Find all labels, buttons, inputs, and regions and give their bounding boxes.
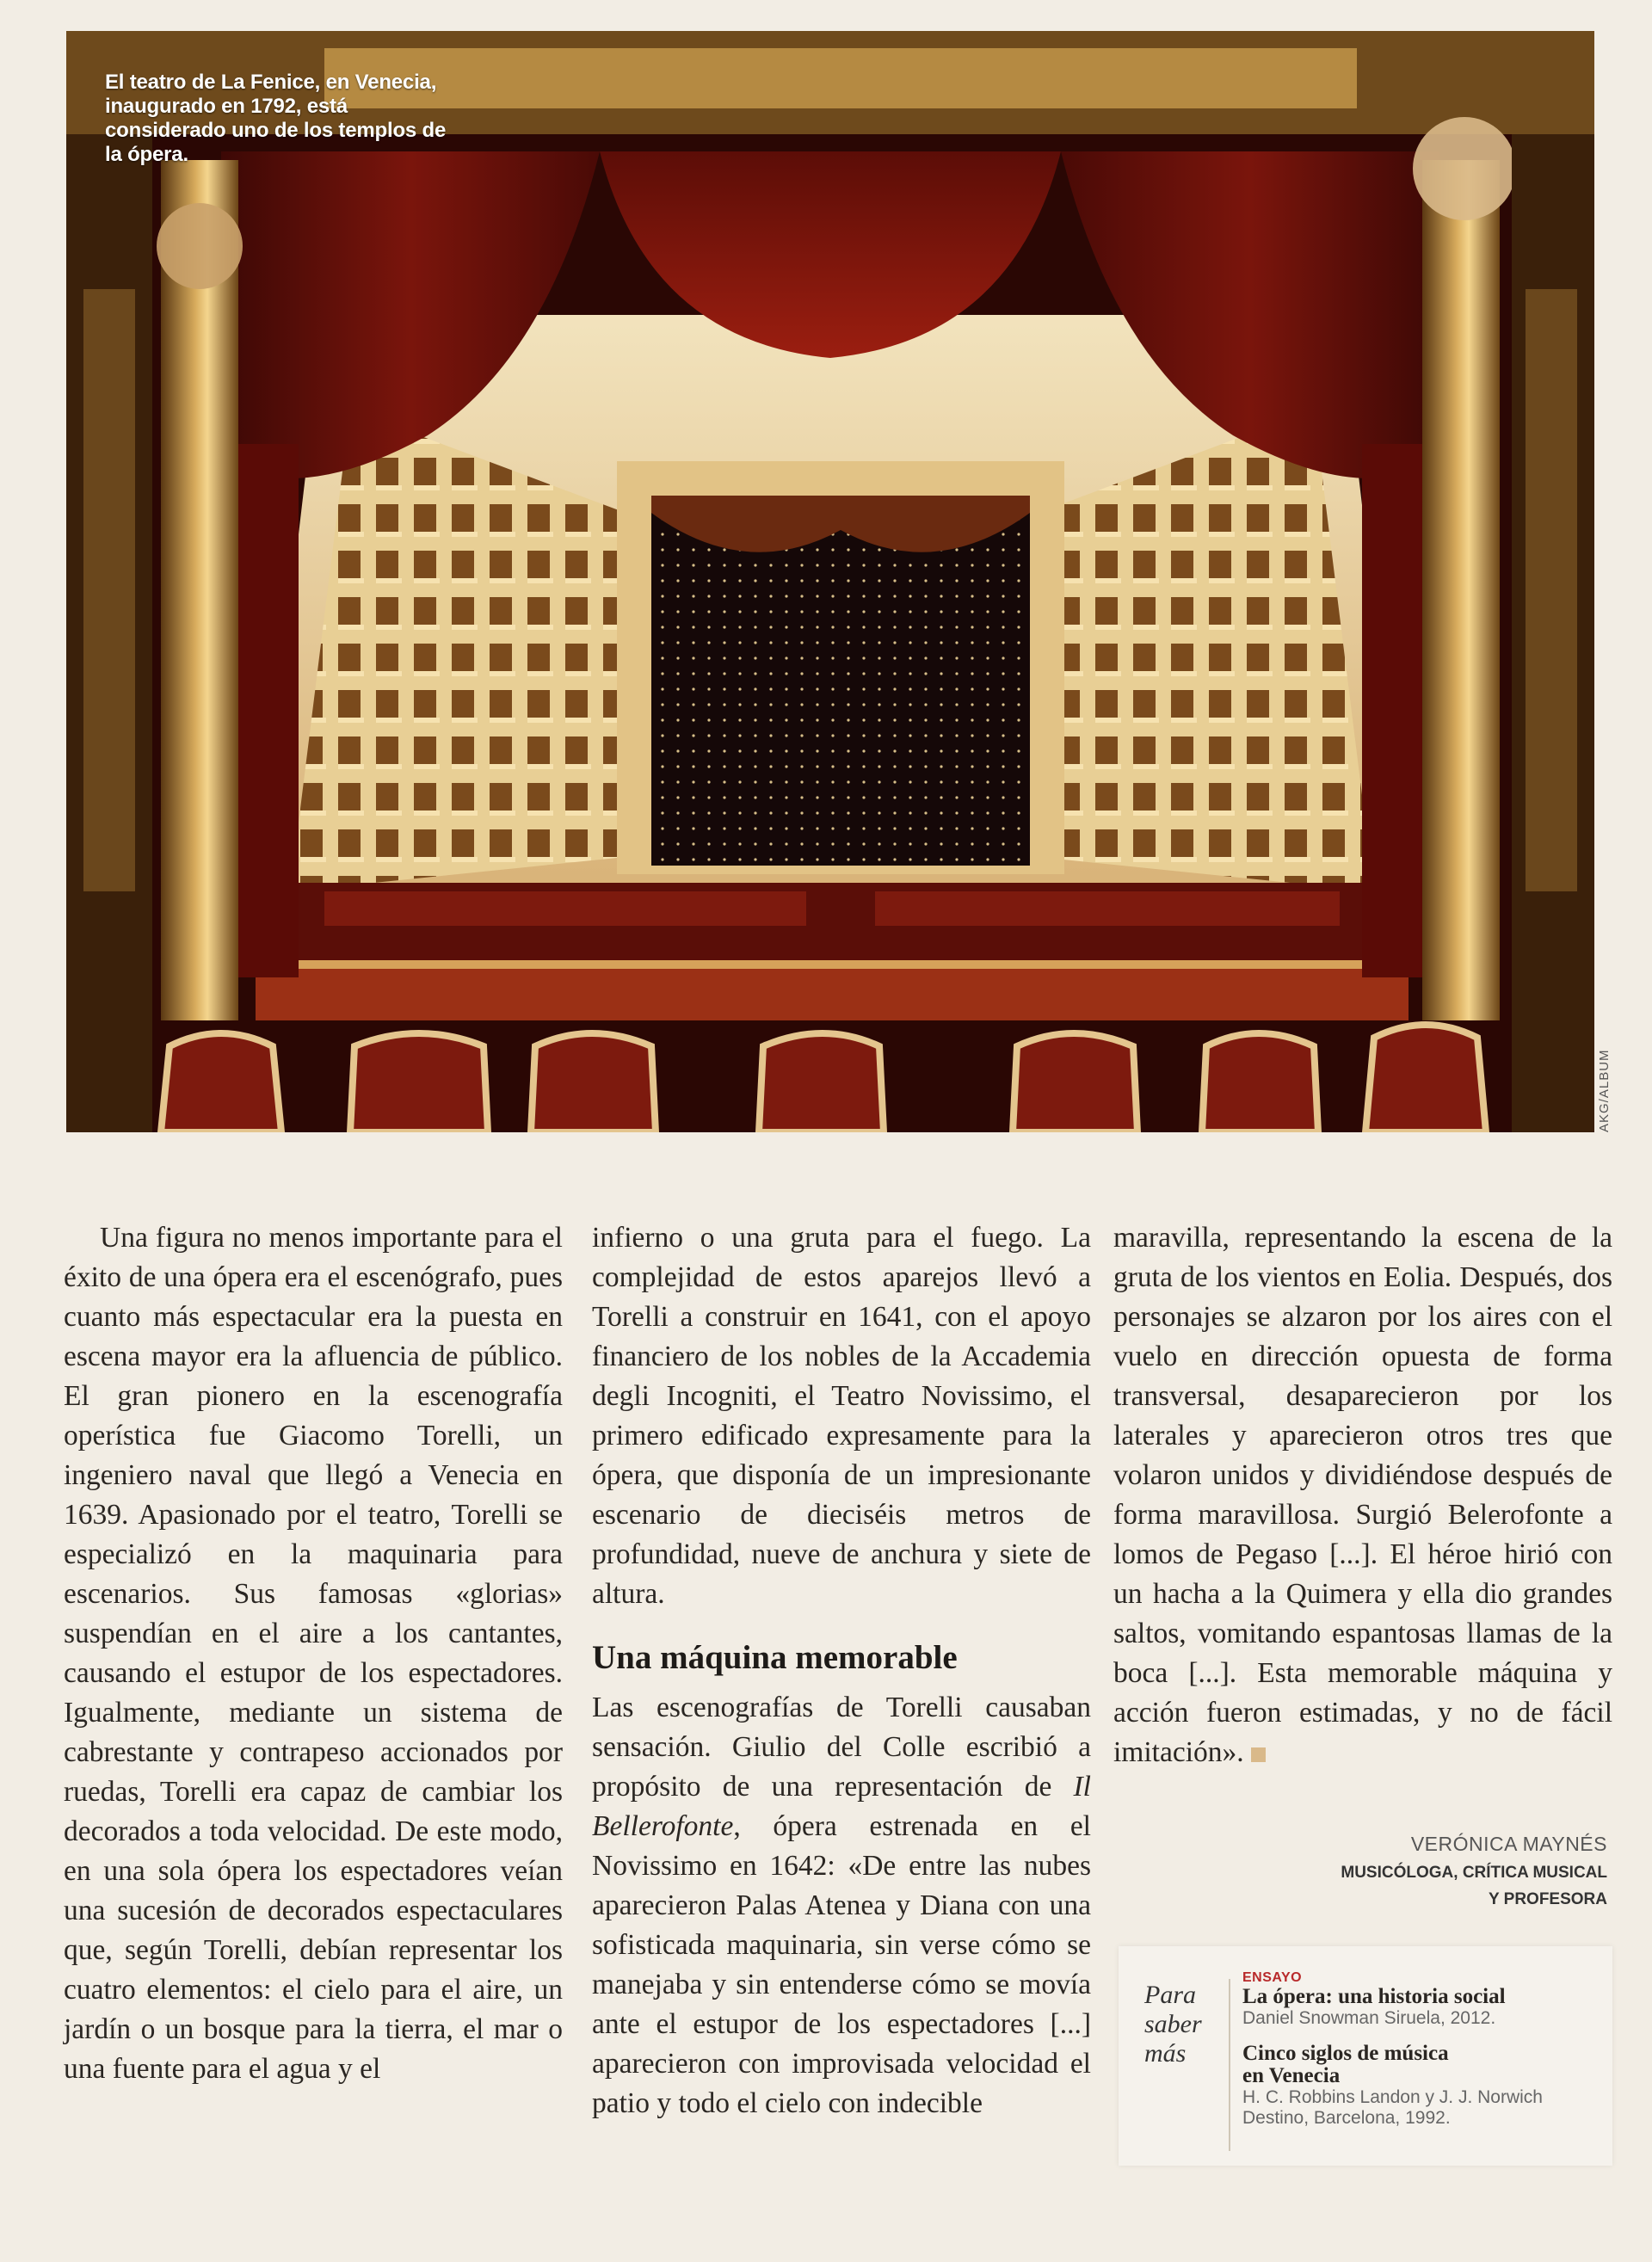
book-title: Cinco siglos de música: [1242, 2042, 1449, 2065]
book-title-continued: en Venecia: [1242, 2064, 1341, 2087]
theater-photo: [66, 31, 1594, 1132]
article-paragraph-2: infierno o una gruta para el fuego. La complejidad de estos aparejos llevó a Torelli a construir en 1641, con el apoyo financiero de los nobles de la Accademia degli Incogniti, el Teatro Novissimo, el primero edificado expresamente para la ópera, que disponía de un impresionante escenario de dieciséis metros de profundidad, nueve de anchura y siete de altura.: [592, 1222, 1091, 1610]
author-role-line-1: MUSICÓLOGA, CRÍTICA MUSICAL: [1341, 1864, 1607, 1882]
book-authors: H. C. Robbins Landon y J. J. Norwich: [1242, 2087, 1543, 2107]
reading-category: ENSAYO: [1242, 1970, 1303, 1985]
article-column-2: [592, 1218, 1091, 2123]
further-reading-label-line-1: Para: [1144, 1981, 1196, 2009]
paragraph-3-text-a: Las escenografías de Torelli causaban sensación. Giulio del Colle escribió a propósito de una representación de: [592, 1692, 1091, 1803]
article-paragraph-3: [592, 1688, 1091, 2123]
end-mark-icon: [1251, 1747, 1266, 1762]
book-author-publisher: Daniel Snowman Siruela, 2012.: [1242, 2008, 1496, 2028]
paragraph-3-text-b: , ópera estrenada en el Novissimo en 1642: «De entre las nubes aparecieron Palas Atenea y Diana con una sofisticada maquinaria, sin verse cómo se manejaba y sin entenderse cómo se movía ante el estupor de los espectadores [...] aparecieron con improvisada velocidad el patio y todo el cielo con indecible: [592, 1810, 1091, 2119]
photo-caption: El teatro de La Fenice, en Venecia, inaugurado en 1792, está considerado uno de los templos de la ópera.: [105, 71, 447, 166]
further-reading-label: [1144, 1981, 1222, 2068]
author-name: VERÓNICA MAYNÉS: [1410, 1833, 1607, 1855]
article-paragraph-1: Una figura no menos importante para el éxito de una ópera era el escenógrafo, pues cuanto más espectacular era la puesta en escena mayor era la afluencia de público. El gran pionero en la escenografía operística fue Giacomo Torelli, un ingeniero naval que llegó a Venecia en 1639. Apasionado por el teatro, Torelli se especializó en la maquinaria para escenarios. Sus famosas «glorias» suspendían en el aire a los cantantes, causando el estupor de los espectadores. Igualmente, mediante un sistema de cabrestante y contrapeso accionados por ruedas, Torelli era capaz de cambiar los decorados a toda velocidad. De este modo, en una sola ópera los espectadores veían una sucesión de decorados espectaculares que, según Torelli, debían representar los cuatro elementos: el cielo para el aire, un jardín o un bosque para la tierra, el mar o una fuente para el agua y el: [64, 1222, 563, 2085]
divider: [1229, 1979, 1230, 2151]
book-title: La ópera: una historia social: [1242, 1985, 1506, 2008]
opera-title: Il Bellerofonte: [592, 1771, 1091, 1842]
photo-credit: AKG/ALBUM: [1597, 1049, 1612, 1132]
article-column-3: [1113, 1218, 1612, 1772]
further-reading-label-line-2: saber: [1144, 2010, 1202, 2038]
book-publisher: Destino, Barcelona, 1992.: [1242, 2108, 1451, 2128]
further-reading-box: [1119, 1946, 1612, 2166]
author-signature: [1341, 1833, 1607, 1913]
article-paragraph-4: [1113, 1218, 1612, 1772]
book-entry: [1242, 1986, 1604, 2029]
book-entry: [1242, 2043, 1604, 2129]
reading-list: [1242, 1970, 1604, 2129]
article-column-1: [64, 1218, 563, 2089]
author-role-line-2: Y PROFESORA: [1489, 1890, 1607, 1908]
la-fenice-illustration: [66, 31, 1594, 1132]
author-role: [1341, 1859, 1607, 1913]
article-subheading: Una máquina memorable: [592, 1639, 958, 1676]
paragraph-4-text: maravilla, representando la escena de la gruta de los vientos en Eolia. Después, dos personajes se alzaron por los aires con el vuelo en dirección opuesta de forma transversal, desaparecieron por los laterales y aparecieron otros tres que volaron unidos y dividiéndose después de forma maravillosa. Surgió Belerofonte a lomos de Pegaso [...]. El héroe hirió con un hacha a la Quimera y ella dio grandes saltos, vomitando espantosas llamas de la boca [...]. Esta memorable máquina y acción fueron estimadas, y no de fácil imitación».: [1113, 1222, 1612, 1768]
further-reading-label-line-3: más: [1144, 2039, 1187, 2068]
